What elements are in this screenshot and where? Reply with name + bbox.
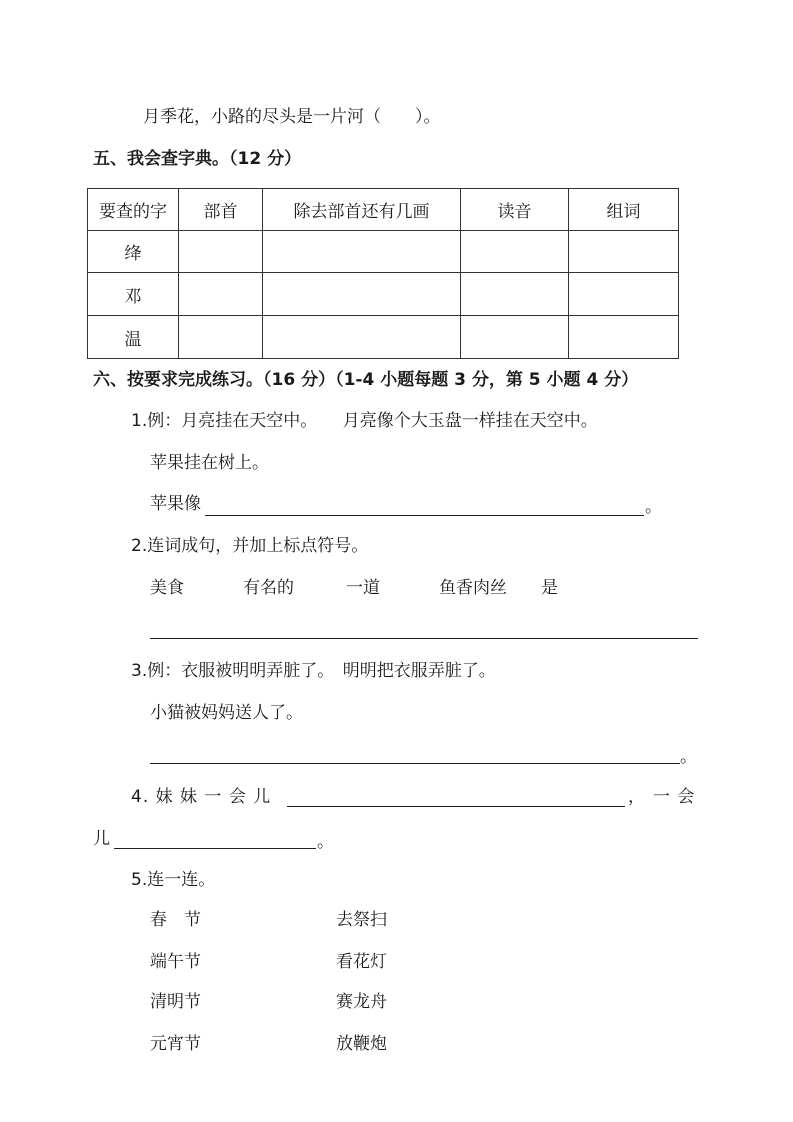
q4-part2: 一 会: [653, 787, 696, 807]
answer-cell[interactable]: [461, 316, 569, 359]
answer-cell[interactable]: [263, 231, 461, 273]
header-radical: 部首: [179, 189, 263, 231]
q5-custom[interactable]: 赛龙舟: [336, 992, 387, 1012]
header-pronunciation: 读音: [461, 189, 569, 231]
header-strokes: 除去部首还有几画: [263, 189, 461, 231]
q1-end-mark: 。: [645, 497, 662, 517]
q3-answer-line[interactable]: [150, 763, 680, 764]
row-char: 邓: [88, 273, 179, 316]
q2-word: 鱼香肉丝: [439, 578, 507, 598]
answer-cell[interactable]: [179, 316, 263, 359]
q2-answer-line[interactable]: [150, 638, 698, 639]
answer-cell[interactable]: [569, 273, 679, 316]
q1-answer-line[interactable]: [205, 515, 644, 516]
q5-custom[interactable]: 去祭扫: [336, 910, 387, 930]
answer-cell[interactable]: [179, 273, 263, 316]
q1-prompt: 苹果像: [150, 494, 201, 514]
answer-cell[interactable]: [461, 273, 569, 316]
q4-part3: 儿: [93, 829, 110, 849]
header-char: 要查的字: [88, 189, 179, 231]
answer-cell[interactable]: [263, 316, 461, 359]
q2-title: 2.连词成句，并加上标点符号。: [131, 536, 369, 556]
question-tail-text: 月季花，小路的尽头是一片河（ ）。: [143, 107, 441, 127]
row-char: 温: [88, 316, 179, 359]
dictionary-table: [87, 188, 679, 359]
q2-word: 是: [541, 578, 558, 598]
table-header-row: [88, 189, 679, 231]
q4-comma: ，: [628, 787, 645, 807]
q1-sentence: 苹果挂在树上。: [150, 453, 269, 473]
answer-cell[interactable]: [461, 231, 569, 273]
q1-example: 1.例：月亮挂在天空中。 月亮像个大玉盘一样挂在天空中。: [131, 411, 598, 431]
q4-end-mark: 。: [317, 832, 334, 852]
answer-cell[interactable]: [569, 231, 679, 273]
q4-part1: 4. 妹 妹 一 会 儿: [131, 787, 272, 807]
row-char: 绛: [88, 231, 179, 273]
q4-answer-line-1[interactable]: [287, 806, 625, 807]
q5-custom[interactable]: 放鞭炮: [336, 1034, 387, 1054]
q2-word: 有名的: [243, 578, 294, 598]
q3-end-mark: 。: [680, 747, 697, 767]
answer-cell[interactable]: [179, 231, 263, 273]
table-row: [88, 231, 679, 273]
answer-cell[interactable]: [569, 316, 679, 359]
answer-cell[interactable]: [263, 273, 461, 316]
q5-festival[interactable]: 春 节: [150, 910, 201, 930]
q5-festival[interactable]: 端午节: [150, 952, 201, 972]
table-row: [88, 316, 679, 359]
section-6-title: 六、按要求完成练习。（16 分）（1-4 小题每题 3 分，第 5 小题 4 分）: [93, 370, 639, 390]
q2-word: 一道: [346, 578, 380, 598]
q2-word: 美食: [150, 578, 184, 598]
q5-custom[interactable]: 看花灯: [336, 952, 387, 972]
q3-sentence: 小猫被妈妈送人了。: [150, 703, 303, 723]
q5-title: 5.连一连。: [131, 870, 216, 890]
section-5-title: 五、我会查字典。（12 分）: [93, 149, 302, 169]
header-word: 组词: [569, 189, 679, 231]
q5-festival[interactable]: 清明节: [150, 992, 201, 1012]
table-row: [88, 273, 679, 316]
q5-festival[interactable]: 元宵节: [150, 1034, 201, 1054]
q4-answer-line-2[interactable]: [114, 848, 316, 849]
q3-example: 3.例：衣服被明明弄脏了。 明明把衣服弄脏了。: [131, 661, 496, 681]
